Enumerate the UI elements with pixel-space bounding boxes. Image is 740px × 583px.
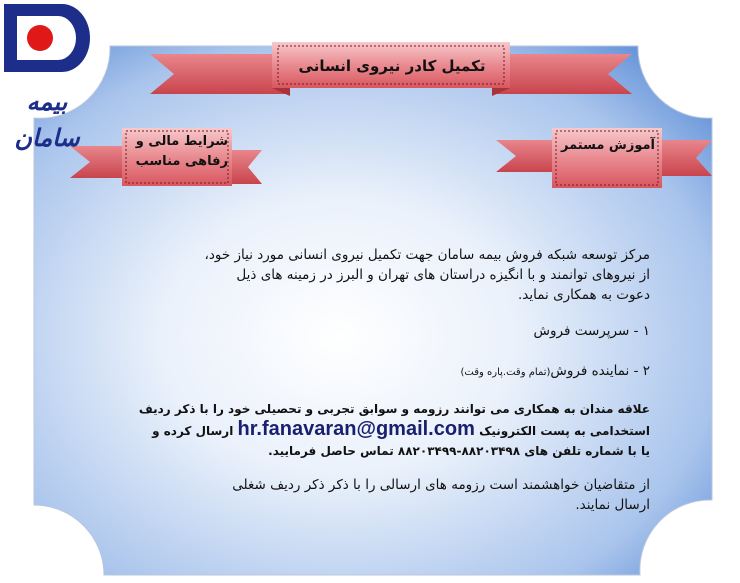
application-line-2-after: ارسال کرده و xyxy=(152,424,234,438)
left-ribbon-label xyxy=(130,132,228,172)
contact-email[interactable]: hr.fanavaran@gmail.com xyxy=(237,418,475,440)
logo-wordmark: بیمه سامان xyxy=(14,87,80,152)
application-line-1: علاقه مندان به همکاری می توانند رزومه و سوابق تجربی و تحصیلی خود را با ذکر ردیف xyxy=(138,402,650,416)
title-label: تکمیل کادر نیروی انسانی xyxy=(298,57,486,75)
closing-line-2: ارسال نمایند. xyxy=(575,497,650,513)
position-item-1: ۱ - سرپرست فروش xyxy=(533,323,650,339)
left-ribbon-line2: رفاهی مناسب xyxy=(135,154,228,169)
closing-line-1: از متقاضیان خواهشمند است رزومه های ارسالی را با ذکر ذکر ردیف شغلی xyxy=(232,477,650,493)
left-ribbon-line1: شرایط مالی و xyxy=(135,134,228,149)
position-item-2-note: (تمام وقت.پاره وقت) xyxy=(460,367,551,378)
application-line-2-before: استخدامی به پست الکترونیک xyxy=(479,424,650,438)
intro-line-2: از نیروهای توانمند و با انگیزه دراستان های تهران و البرز در زمینه های ذیل xyxy=(236,267,650,283)
position-item-2 xyxy=(461,362,650,382)
position-item-2-label: ۲ - نماینده فروش xyxy=(550,363,650,379)
intro-line-3: دعوت به همکاری نماید. xyxy=(517,287,650,303)
intro-line-1: مرکز توسعه شبکه فروش بیمه سامان جهت تکمیل نیروی انسانی مورد نیاز خود، xyxy=(204,247,650,263)
right-ribbon-label: آموزش مستمر xyxy=(561,138,655,153)
application-line-3: یا با شماره تلفن های ۸۸۲۰۳۴۹۸-۸۸۲۰۳۴۹۹ تماس حاصل فرمایید. xyxy=(268,444,650,458)
brand-logo xyxy=(4,4,90,72)
application-line-2 xyxy=(152,418,650,442)
